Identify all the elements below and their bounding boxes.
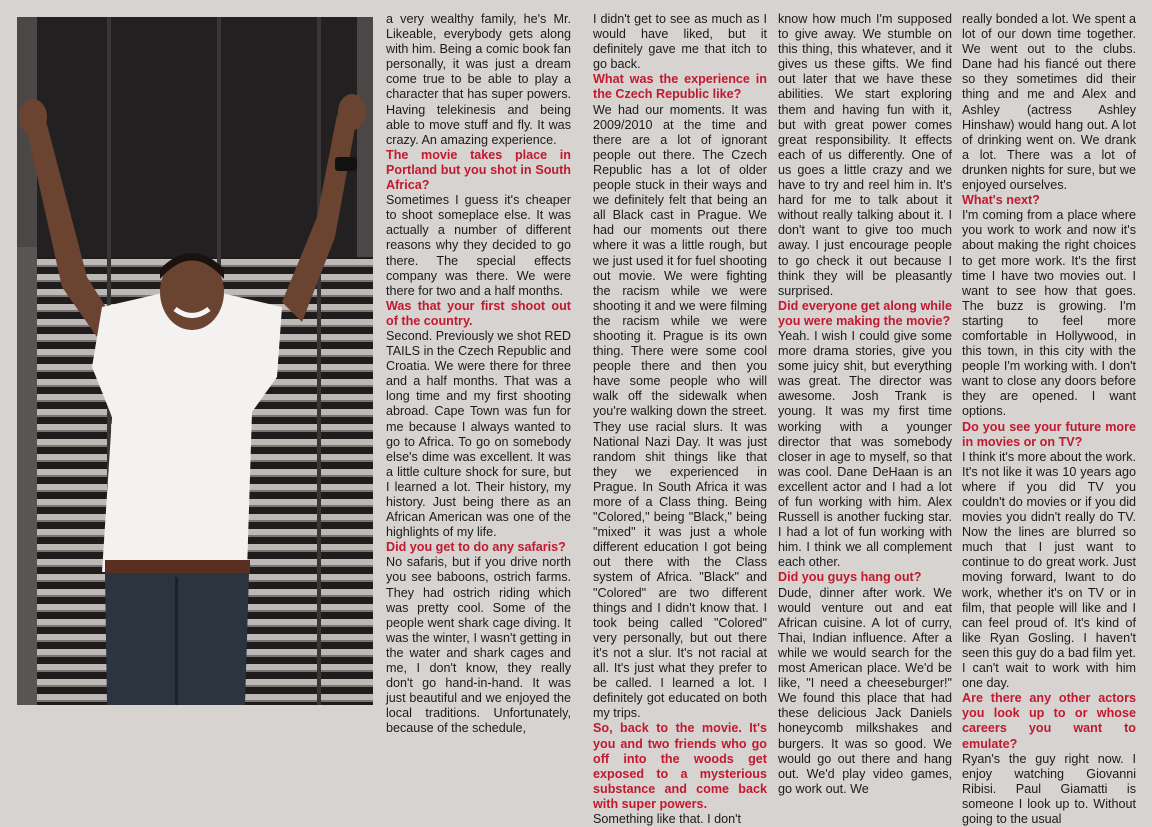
interview-answer: Yeah. I wish I could give some more drama stories, give you some juicy shit, but everything was great. The director was awesome. Josh Trank is young. It was my first time working with a younger director that was somebody closer in age to myself, so that was cool. Dane DeHaan is an excellent actor and I had a lot of fun working with him. Alex Russell is another fucking star. I had a lot of fun working with him. I think we all complement each other. (778, 328, 952, 570)
interview-answer: Sometimes I guess it's cheaper to shoot someplace else. It was actually a number of different reasons why they decided to go there. The special effects company was there. We were there for two and a half months. (386, 193, 571, 298)
article-column-1 (386, 12, 571, 736)
interview-answer: a very wealthy family, he's Mr. Likeable, everybody gets along with him. Being a comic book fan personally, it was just a dream come true to be able to play a character that has super powers. Having telekinesis and being able to move stuff and fly. It was crazy. An amazing experience. (386, 12, 571, 147)
interview-question: Do you see your future more in movies or on TV? (962, 419, 1136, 449)
article-column-4 (962, 12, 1136, 826)
interview-answer: Dude, dinner after work. We would venture out and eat African cuisine. A lot of curry, Thai, Indian influence. After a while we would search for the most American place. We'd be like, "I need a cheeseburger!" We found this place that had these delicious Jack Daniels honeycomb milkshakes and burgers. It was so good. We would go out there and hang out. We'd play video games, go work out. We (778, 585, 952, 796)
interview-question: Did you guys hang out? (778, 570, 922, 585)
interview-answer: No safaris, but if you drive north you see baboons, ostrich farms. They had ostrich riding which was pretty cool. Some of the people went shark cage diving. It was the winter, I wasn't getting in the water and shark cages and me, I don't know, they really don't go hand-in-hand. It was just beautiful and we enjoyed the local traditions. Unfortunately, because of the schedule, (386, 555, 571, 736)
interview-answer: I'm coming from a place where you work to work and now it's about making the right choices to get more work. It's the first time I have two movies out. I want to see how that goes. The buzz is growing. I'm starting to feel more comfortable in Hollywood, in this town, in this city with the people I'm working with. I don't want to close any doors before they are opened. I want options. (962, 208, 1136, 419)
interview-answer: Something like that. I don't (593, 811, 742, 826)
article-column-3 (778, 12, 952, 796)
photo-illustration (17, 17, 373, 705)
article-photo (17, 17, 373, 705)
interview-question: Did you get to do any safaris? (386, 540, 566, 555)
interview-answer: know how much I'm supposed to give away. We stumble on this thing, this whatever, and it gives us these gifts. We find out later that we have these abilities. We start exploring them and having fun with it, but with great power comes great responsibility. It effects each of us differently. One of us goes a little crazy and we have to try and reel him in. It's hard for me to talk about it without really talking about it. I don't want to give too much away. I just encourage people to go check it out because I think they will be pleasantly surprised. (778, 12, 952, 298)
interview-question: What's next? (962, 193, 1040, 208)
interview-question: What was the experience in the Czech Republic like? (593, 72, 767, 102)
interview-question: Are there any other actors you look up to or whose careers you want to emulate? (962, 691, 1136, 751)
interview-answer: Second. Previously we shot RED TAILS in the Czech Republic and Croatia. We were there for three and a half months. That was a long time and my first shooting abroad. Cape Town was fun for me because I always wanted to go to Africa. To go on somebody else's dime was excellent. It was a little culture shock for sure, but I learned a lot. Their history, my history. Just being there as an African American was one of the highlights of my life. (386, 328, 571, 540)
interview-question: The movie takes place in Portland but you shot in South Africa? (386, 147, 571, 193)
interview-answer: I think it's more about the work. It's not like it was 10 years ago where if you did TV you couldn't do movies or if you did movies you didn't really do TV. Now the lines are blurred so much that I just want to continue to do great work. Just moving forward, Iwant to do work, whether it's on TV or in film, that people will like and I can feel proud of. It's kind of like Ryan Gosling. I haven't seen this guy do a bad film yet. I can't wait to work with him one day. (962, 449, 1136, 691)
interview-question: So, back to the movie. It's you and two friends who go off into the woods get exposed to a mysterious substance and come back with super powers. (593, 721, 767, 811)
interview-answer: really bonded a lot. We spent a lot of our down time together. We went out to the clubs. Dane had his fiancé out there so they sometimes did their thing and me and Alex and Ashley (actress Ashley Hinshaw) would hang out. A lot of drinking went on. We drank a lot. There was a lot of drunken nights for sure, but we enjoyed ourselves. (962, 12, 1136, 193)
interview-answer: We had our moments. It was 2009/2010 at the time and there are a lot of ignorant people out there. The Czech Republic has a lot of older people stuck in their ways and we definitely felt that being an all Black cast in Prague. We had our moments out there where it was a little rough, but we just used it for fuel shooting out movie. We were fighting the racism while we were shooting it and we were filming the racism while we were shooting it. Prague is its own thing. There were some cool people there and then you have some people who will walk off the sidewalk when you're walking down the street. They use racial slurs. It was National Nazi Day. It was just random shit things like that they we experienced in Prague. In South Africa it was more of a Class thing. Being "Colored," being "Black," being "mixed" it was just a whole different education I got being out there with the Class system of Africa. "Black" and "Colored" are two different things and I didn't know that. I took being called "Colored" very personally, but out there it's not a slur. It's not racial at all. It's just what they prefer to be called. I learned a lot. I definitely got educated on both my trips. (593, 102, 767, 721)
interview-question: Was that your first shoot out of the country. (386, 298, 571, 328)
interview-answer: Ryan's the guy right now. I enjoy watching Giovanni Ribisi. Paul Giamatti is someone I look up to. Without going to the usual (962, 751, 1136, 826)
interview-answer: I didn't get to see as much as I would have liked, but it definitely gave me that itch to go back. (593, 12, 767, 72)
article-column-2 (593, 12, 767, 826)
interview-question: Did everyone get along while you were making the movie? (778, 298, 952, 328)
